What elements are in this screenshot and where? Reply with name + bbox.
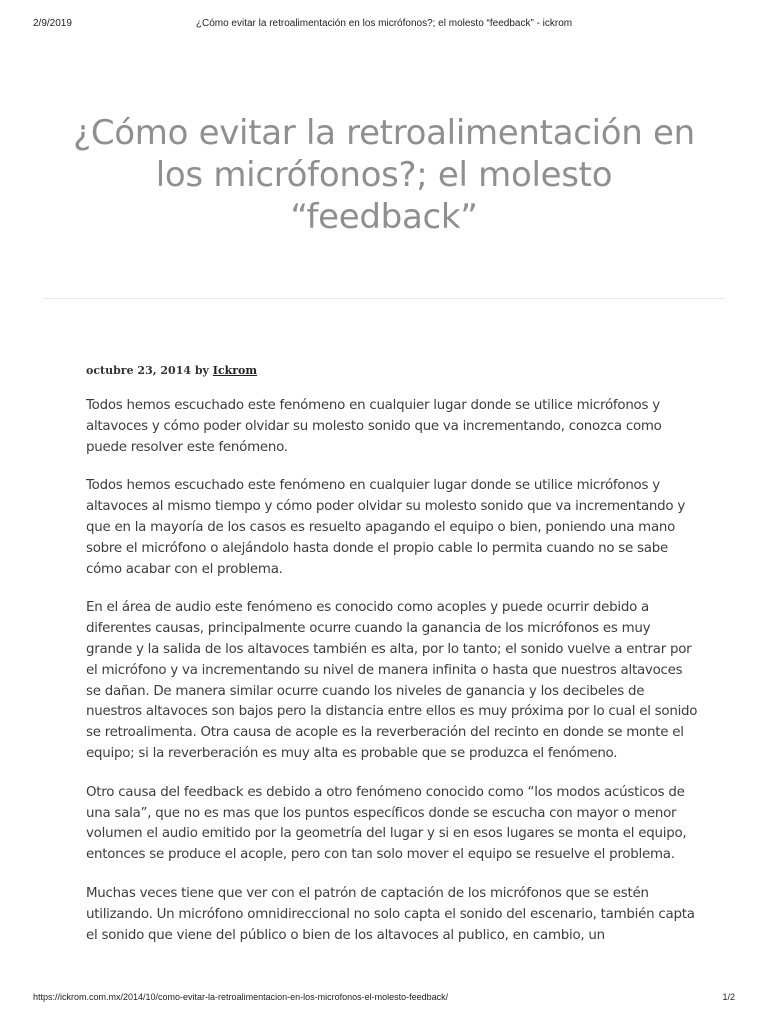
print-header bbox=[33, 18, 735, 32]
by-label: by bbox=[194, 364, 209, 377]
print-page-title: ¿Cómo evitar la retroalimentación en los micrófonos?; el molesto “feedback” - ickrom bbox=[195, 18, 573, 29]
paragraph: Otro causa del feedback es debido a otro fenómeno conocido como “los modos acústicos de una sala”, que no es mas que los puntos específicos donde se escucha con mayor o menor volumen el audio emitido por la geometría del lugar y si en esos lugares se monta el equipo, entonces se produce el acople, pero con tan solo mover el equipo se resuelve el problema. bbox=[86, 784, 687, 863]
post-date: octubre 23, 2014 bbox=[86, 364, 192, 377]
article-body bbox=[86, 396, 698, 964]
paragraph: Muchas veces tiene que ver con el patrón de captación de los micrófonos que se estén utilizando. Un micrófono omnidireccional no solo capta el sonido del escenario, también capta el sonido que viene del público o bien de los altavoces al publico, en cambio, un bbox=[86, 885, 695, 943]
paragraph: En el área de audio este fenómeno es conocido como acoples y puede ocurrir debido a diferentes causas, principalmente ocurre cuando la ganancia de los micrófonos es muy grande y la salida de los altavoces también es alta, por lo tanto; el sonido vuelve a entrar por el micrófono y va incrementando su nivel de manera infinita o hasta que nuestros altavoces se dañan. De manera similar ocurre cuando los niveles de ganancia y los decibeles de nuestros altavoces son bajos pero la distancia entre ellos es muy próxima por lo cual el sonido se retroalimenta. Otra causa de acople es la reverberación del recinto en donde se monte el equipo; si la reverberación es muy alta es probable que se produzca el fenómeno. bbox=[86, 600, 698, 761]
print-url: https://ickrom.com.mx/2014/10/como-evitar-la-retroalimentacion-en-los-microfonos-el-molesto-feedback/ bbox=[33, 992, 449, 1002]
paragraph: Todos hemos escuchado este fenómeno en cualquier lugar donde se utilice micrófonos y altavoces y cómo poder olvidar su molesto sonido que va incrementando, conozca como puede resolver este fenómeno. bbox=[86, 398, 662, 455]
article-title: ¿Cómo evitar la retroalimentación en los micrófonos?; el molesto “feedback” bbox=[73, 113, 695, 237]
print-footer bbox=[33, 992, 735, 1006]
page-number: 1/2 bbox=[722, 992, 735, 1002]
title-divider bbox=[44, 298, 724, 299]
paragraph: Todos hemos escuchado este fenómeno en cualquier lugar donde se utilice micrófonos y altavoces al mismo tiempo y cómo poder olvidar su molesto sonido que va incrementando y que en la mayoría de los casos es resuelto apagando el equipo o bien, poniendo una mano sobre el micrófono o alejándolo hasta donde el propio cable lo permita cuando no se sabe cómo acabar con el problema. bbox=[86, 478, 686, 577]
print-date: 2/9/2019 bbox=[33, 18, 72, 29]
author-link[interactable]: Ickrom bbox=[212, 364, 258, 377]
article-meta bbox=[86, 364, 257, 377]
